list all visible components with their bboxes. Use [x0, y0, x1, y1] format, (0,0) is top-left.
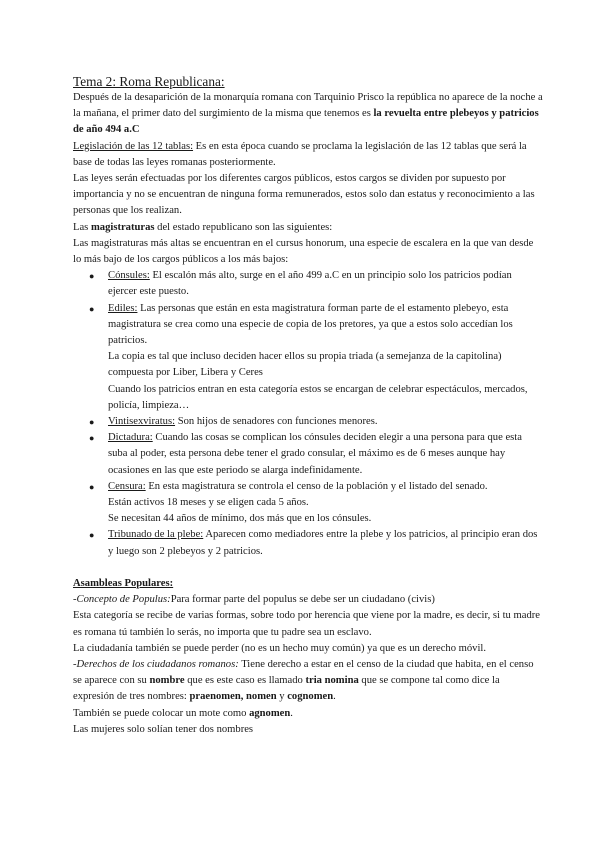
mote-text: También se puede colocar un mote como: [73, 707, 250, 719]
list-item-ediles: [73, 301, 543, 414]
perder-paragraph: La ciudadanía también se puede perder (no es un hecho muy común) ya que es un derecho móvil.: [73, 642, 487, 654]
doce-tablas-text: Es en esta época cuando se proclama la legislación de las 12 tablas que será la base de todas las leyes romanas posteriormente.: [73, 140, 527, 168]
bullet-icon: ●: [89, 530, 95, 541]
item-text: Las personas que están en esta magistratura forman parte de el estamento plebeyo, esta magistratura se crea como una especie de copia de los pretores, ya que a estos solo accedían los patricios.: [108, 302, 513, 347]
derechos-label: -Derechos de los ciudadanos romanos:: [73, 658, 239, 670]
list-item-vintisexviratus: [73, 414, 543, 430]
tria-nomina-bold: tria nomina: [305, 675, 359, 687]
document-body: [73, 73, 543, 738]
list-item-tribunado: [73, 527, 543, 559]
concepto-paragraph: [73, 592, 543, 608]
intro-bold: la revuelta entre plebeyos y patricios de año 494 a.C: [73, 108, 539, 136]
item-text: Están activos 18 meses y se eligen cada 5 años.: [108, 497, 309, 509]
item-label: Ediles:: [108, 302, 138, 314]
bullet-icon: ●: [89, 433, 95, 444]
praenomen-bold: praenomen, nomen: [189, 691, 277, 703]
item-text: Cuando las cosas se complican los cónsules deciden elegir a una persona para que esta suba al poder, esta persona debe tener el grado consular, el máximo es de 6 meses aunque hay ocasiones en las que este periodo se alarga indefinidamente.: [108, 432, 522, 476]
derechos-text: que se compone tal como dice la expresión de tres nombres:: [73, 675, 500, 703]
concepto-label: -Concepto de Populus:: [73, 594, 171, 606]
connector-text: y: [276, 691, 288, 703]
agnomen-bold: agnomen: [249, 707, 291, 719]
magistraturas-bold: magistraturas: [90, 221, 155, 233]
derechos-text: que es este caso es llamado: [184, 675, 306, 687]
item-text: En esta magistratura se controla el censo de la población y el listado del senado.: [148, 480, 488, 492]
spacer: [73, 560, 543, 576]
nombre-bold: nombre: [149, 675, 185, 687]
period-text: .: [290, 707, 293, 719]
item-label: Vintisexviratus:: [108, 416, 176, 428]
list-item-censura: [73, 479, 543, 528]
item-text: El escalón más alto, surge en el año 499 a.C en un principio solo los patricios podían ejercer este puesto.: [108, 270, 512, 298]
mujeres-paragraph: Las mujeres solo solían tener dos nombres: [73, 723, 254, 735]
bullet-icon: ●: [89, 481, 95, 492]
bullet-icon: ●: [89, 417, 95, 428]
doce-tablas-paragraph: [73, 139, 543, 171]
item-text: Son hijos de senadores con funciones menores.: [177, 416, 378, 428]
bullet-icon: ●: [89, 303, 95, 314]
item-text: Se necesitan 44 años de mínimo, dos más que en los cónsules.: [108, 513, 372, 525]
list-item-dictadura: [73, 430, 543, 479]
derechos-paragraph: [73, 657, 543, 706]
asambleas-heading-text: Asambleas Populares:: [73, 577, 174, 589]
item-label: Dictadura:: [108, 432, 153, 444]
mote-paragraph: [73, 706, 543, 722]
asambleas-heading: [73, 576, 543, 592]
item-text: La copia es tal que incluso deciden hacer ellos su propia triada (a semejanza de la capitolina) compuesta por Liber, Libera y Ceres: [108, 351, 502, 379]
magistraturas-intro: [73, 220, 543, 236]
magistraturas-intro-post: del estado republicano son las siguientes:: [154, 221, 333, 233]
item-label: Cónsules:: [108, 270, 150, 282]
categoria-paragraph: Esta categoría se recibe de varias formas, sobre todo por herencia que viene por la madre, es decir, si tu madre es romana tú también lo serás, no importa que tu padre sea un esclavo.: [73, 610, 540, 638]
bullet-icon: ●: [89, 271, 95, 282]
derechos-text: Tiene derecho a estar en el censo de la ciudad que habita, en el censo se aparece con su: [73, 658, 534, 687]
list-item-consules: [73, 268, 543, 300]
item-label: Censura:: [108, 480, 146, 492]
cursus-paragraph: Las magistraturas más altas se encuentran en el cursus honorum, una especie de escalera en la que van desde lo más bajo de los cargos públicos a los más bajos:: [73, 237, 534, 266]
concepto-text: Para formar parte del populus se debe ser un ciudadano (civis): [170, 594, 435, 606]
cognomen-bold: cognomen: [287, 691, 334, 703]
doce-tablas-label: Legislación de las 12 tablas:: [73, 140, 194, 152]
period-text: .: [333, 691, 336, 703]
intro-paragraph: [73, 90, 543, 139]
item-text: Aparecen como mediadores entre la plebe y los patricios, al principio eran dos y luego son 2 plebeyos y 2 patricios.: [108, 529, 538, 557]
magistraturas-list: [73, 268, 543, 560]
magistraturas-intro-pre: Las: [73, 221, 91, 233]
page-title: Tema 2: Roma Republicana:: [73, 74, 225, 89]
leyes-paragraph: Las leyes serán efectuadas por los diferentes cargos públicos, estos cargos se dividen por supuesto por importancia y no se encuentran de ninguna forma remunerados, estos solo dan estatus y reconocimiento a las personas que los realizan.: [73, 173, 535, 217]
item-label: Tribunado de la plebe:: [108, 529, 204, 541]
item-text: Cuando los patricios entran en esta categoría estos se encargan de celebrar espectáculos, mercados, policía, limpieza…: [108, 383, 528, 411]
intro-text: Después de la desaparición de la monarquía romana con Tarquinio Prisco la república no aparece de la noche a la mañana, el primer dato del surgimiento de la misma que tenemos es: [73, 92, 543, 120]
